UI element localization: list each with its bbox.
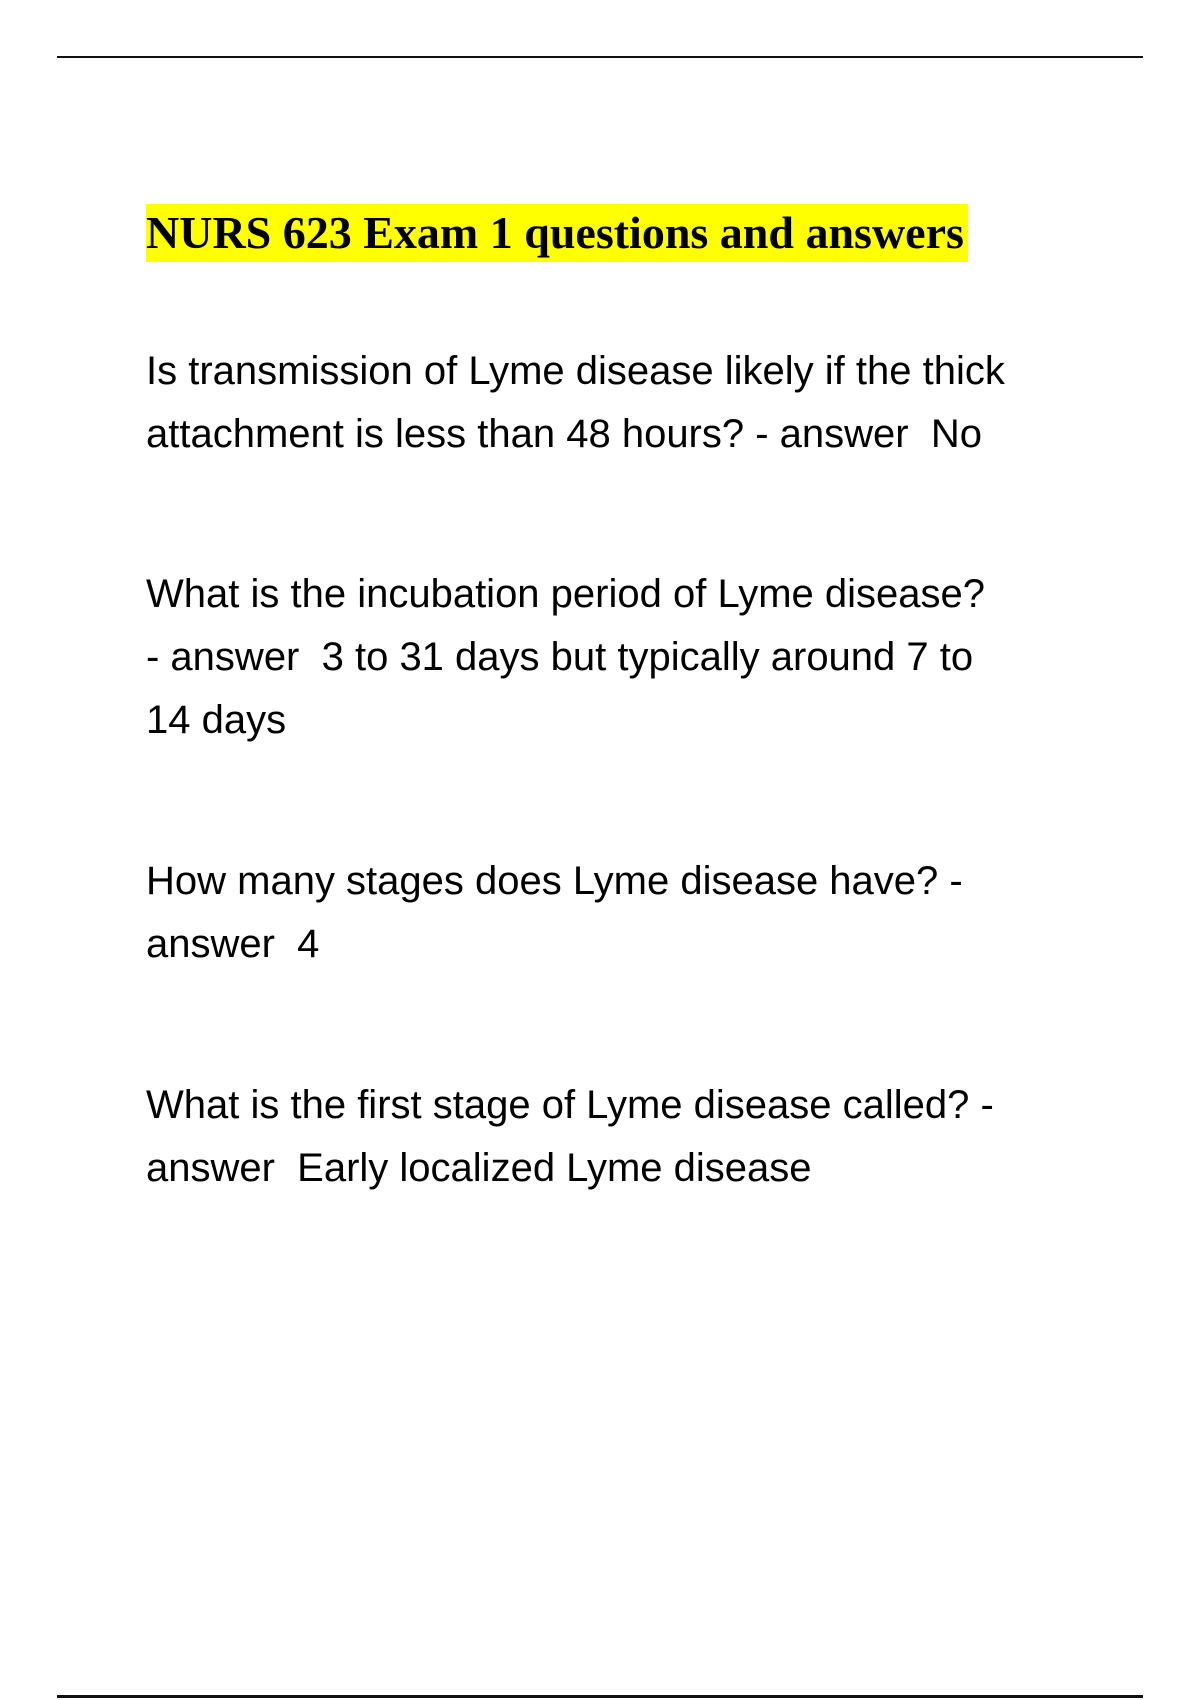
qa-line: - answer 3 to 31 days but typically around 7 to — [146, 635, 974, 679]
qa-item-3 — [146, 850, 1116, 976]
bottom-horizontal-rule — [57, 1695, 1143, 1698]
qa-line: answer Early localized Lyme disease — [146, 1146, 812, 1190]
title-block — [146, 204, 968, 262]
qa-line: What is the first stage of Lyme disease called? - — [146, 1083, 994, 1127]
qa-line: What is the incubation period of Lyme disease? — [146, 572, 986, 616]
qa-item-1 — [146, 340, 1116, 466]
qa-item-4 — [146, 1074, 1116, 1200]
qa-line: 14 days — [146, 698, 287, 742]
qa-line: Is transmission of Lyme disease likely if the thick — [146, 349, 1005, 393]
document-title: NURS 623 Exam 1 questions and answers — [146, 204, 968, 262]
qa-item-2 — [146, 563, 1116, 752]
qa-line: How many stages does Lyme disease have? - — [146, 859, 963, 903]
top-horizontal-rule — [57, 56, 1143, 58]
qa-line: attachment is less than 48 hours? - answer No — [146, 412, 982, 456]
qa-line: answer 4 — [146, 922, 320, 966]
